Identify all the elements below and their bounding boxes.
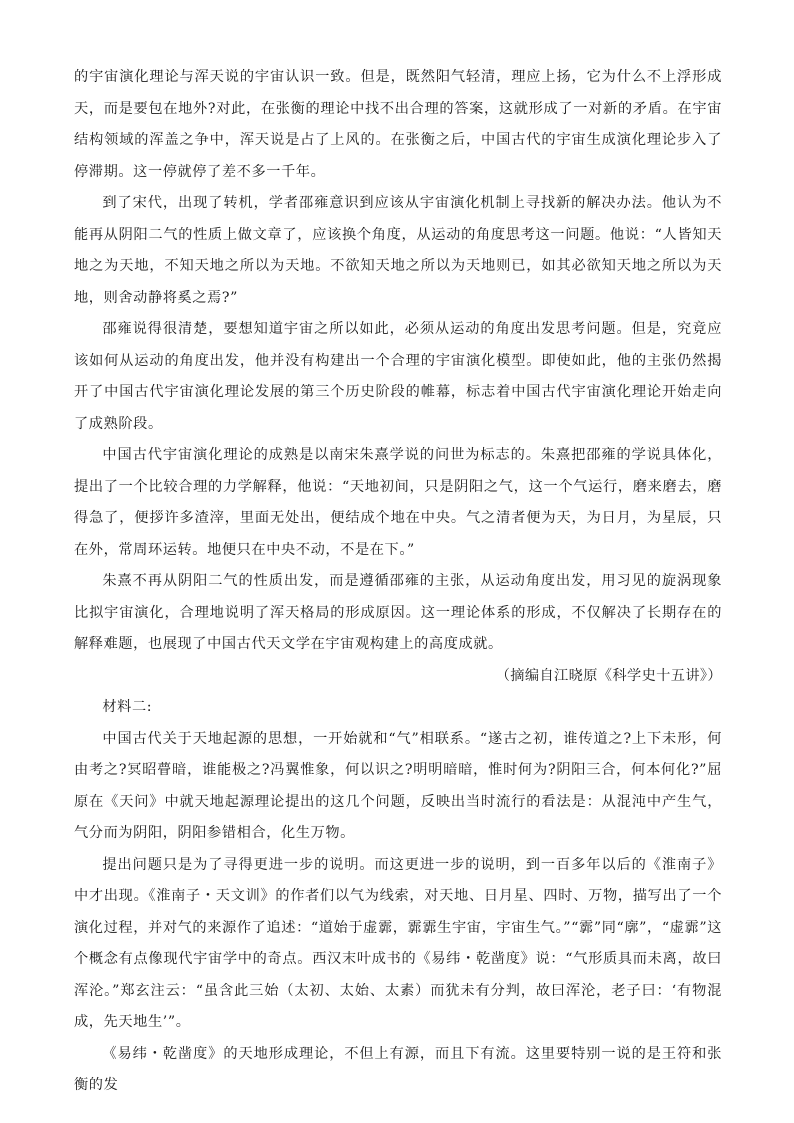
paragraph-1: 的宇宙演化理论与浑天说的宇宙认识一致。但是，既然阳气轻清，理应上扬，它为什么不上浮形成天，而是要包在地外?对此，在张衡的理论中找不出合理的答案，这就形成了一对新的矛盾。在宇宙结构领域的浑盖之争中，浑天说是占了上风的。在张衡之后，中国古代的宇宙生成演化理论步入了停滞期。这一停就停了差不多一千年。: [74, 69, 722, 180]
source-citation: （摘编自江晓原《科学史十五讲》）: [495, 667, 722, 684]
paragraph-7: 提出问题只是为了寻得更进一步的说明。而这更进一步的说明，到一百多年以后的《淮南子》中才出现。《淮南子・天文训》的作者们以气为线索，对天地、日月星、四时、万物，描写出了一个演化过程，并对气的来源作了追述：“道始于虚霩，霩霩生宇宙，宇宙生气。”“霩”同“廓”，“虚霩”这个概念有点像现代宇宙学中的奇点。西汉末叶成书的《易纬・乾凿度》说：“气形质具而未离，故曰浑沦。”郑玄注云：“虽含此三始（太初、太始、太素）而犹未有分判，故曰浑沦，老子曰：‘有物混成，先天地生’”。: [74, 856, 722, 1030]
paragraph-3: 邵雍说得很清楚，要想知道宇宙之所以如此，必须从运动的角度出发思考问题。但是，究竟应该如何从运动的角度出发，他并没有构建出一个合理的宇宙演化模型。即使如此，他的主张仍然揭开了中国古代宇宙演化理论发展的第三个历史阶段的帷幕，标志着中国古代宇宙演化理论开始走向了成熟阶段。: [74, 321, 722, 432]
paragraph-2: 到了宋代，出现了转机，学者邵雍意识到应该从宇宙演化机制上寻找新的解决办法。他认为不能再从阴阳二气的性质上做文章了，应该换个角度，从运动的角度思考这一问题。他说：“人皆知天地之为天地，不知天地之所以为天地。不欲知天地之所以为天地则已，如其必欲知天地之所以为天地，则舍动静将奚之焉?”: [74, 195, 722, 306]
paragraph-8: 《易纬・乾凿度》的天地形成理论，不但上有源，而且下有流。这里要特别一说的是王符和张衡的发: [74, 1045, 722, 1093]
paragraph-6: 中国古代关于天地起源的思想，一开始就和“气”相联系。“遂古之初，谁传道之?上下未形，何由考之?冥昭瞢暗，谁能极之?冯翼惟象，何以识之?明明暗暗，惟时何为?阴阳三合，何本何化?”屈原在《天问》中就天地起源理论提出的这几个问题，反映出当时流行的看法是：从混沌中产生气，气分而为阴阳，阴阳参错相合，化生万物。: [74, 730, 722, 841]
paragraph-4: 中国古代宇宙演化理论的成熟是以南宋朱熹学说的问世为标志的。朱熹把邵雍的学说具体化，提出了一个比较合理的力学解释，他说：“天地初间，只是阴阳之气，这一个气运行，磨来磨去，磨得急了，便拶许多渣滓，里面无处出，便结成个地在中央。气之清者便为天，为日月，为星辰，只在外，常周环运转。地便只在中央不动，不是在下。”: [74, 447, 722, 558]
material-2-label: 材料二:: [102, 699, 153, 715]
paragraph-5: 朱熹不再从阴阳二气的性质出发，而是遵循邵雍的主张，从运动角度出发，用习见的旋涡现象比拟宇宙演化，合理地说明了浑天格局的形成原因。这一理论体系的形成，不仅解决了长期存在的解释难题，也展现了中国古代天文学在宇宙观构建上的高度成就。: [74, 573, 722, 652]
